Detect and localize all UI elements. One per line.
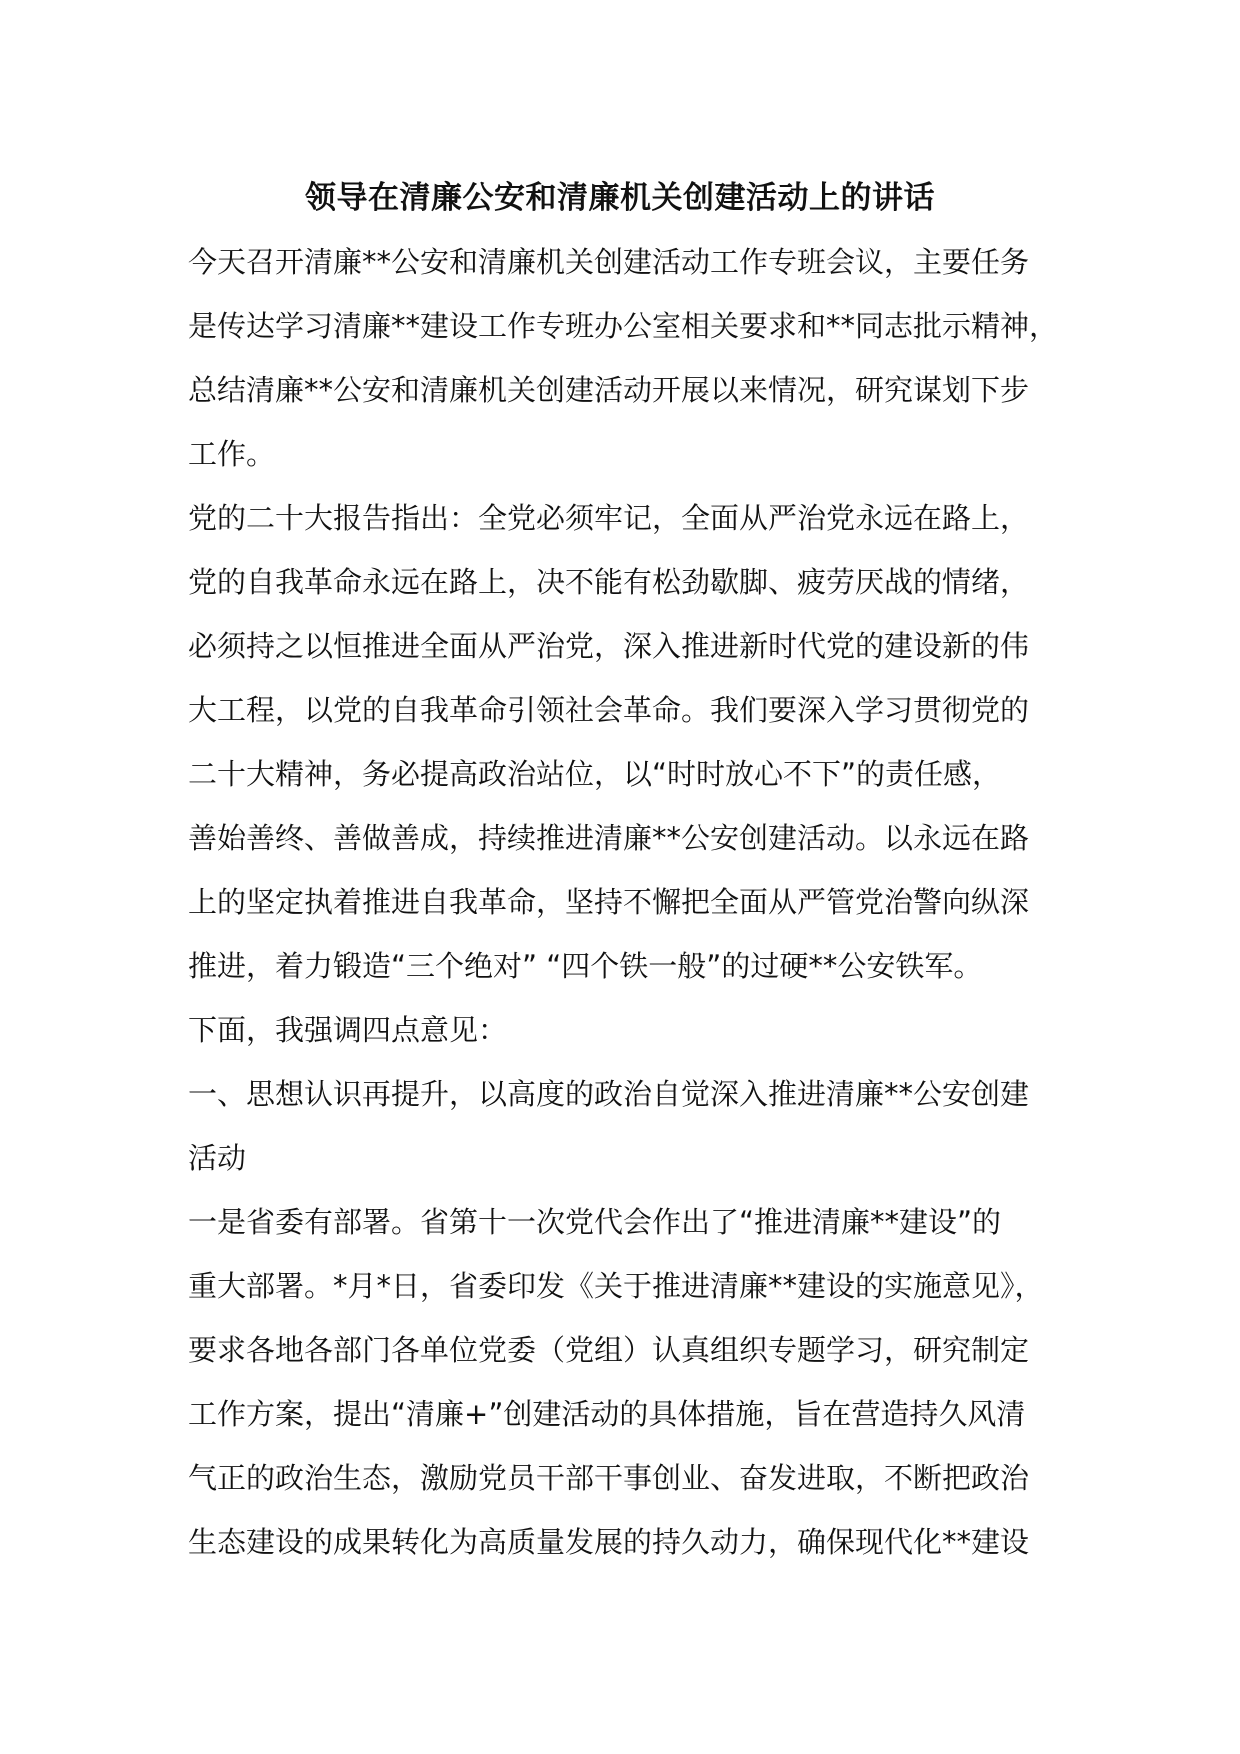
document-body [188, 240, 1068, 1584]
text-line: 生态建设的成果转化为高质量发展的持久动力，确保现代化**建设 [188, 1525, 1030, 1559]
text-line: 二十大精神，务必提高政治站位，以“时时放心不下”的责任感， [188, 757, 1002, 791]
text-line: 总结清廉**公安和清廉机关创建活动开展以来情况，研究谋划下步 [188, 373, 1030, 407]
text-line: 必须持之以恒推进全面从严治党，深入推进新时代党的建设新的伟 [188, 629, 1030, 663]
text-line: 工作。 [188, 437, 276, 471]
text-line: 今天召开清廉**公安和清廉机关创建活动工作专班会议，主要任务 [188, 245, 1030, 279]
text-line: 上的坚定执着推进自我革命，坚持不懈把全面从严管党治警向纵深 [188, 885, 1030, 919]
text-line: 是传达学习清廉**建设工作专班办公室相关要求和**同志批示精神， [188, 309, 1059, 343]
text-line: 重大部署。*月*日，省委印发《关于推进清廉**建设的实施意见》， [188, 1269, 1044, 1303]
text-line: 工作方案，提出“清廉+”创建活动的具体措施，旨在营造持久风清 [188, 1397, 1026, 1431]
document-title: 领导在清廉公安和清廉机关创建活动上的讲话 [305, 180, 935, 216]
text-line: 一是省委有部署。省第十一次党代会作出了“推进清廉**建设”的 [188, 1205, 1002, 1239]
text-line: 党的二十大报告指出：全党必须牢记，全面从严治党永远在路上， [188, 501, 1030, 535]
text-line: 大工程，以党的自我革命引领社会革命。我们要深入学习贯彻党的 [188, 693, 1030, 727]
section-heading-line: 活动 [188, 1141, 247, 1175]
text-line: 气正的政治生态，激励党员干部干事创业、奋发进取，不断把政治 [188, 1461, 1030, 1495]
text-line: 推进，着力锻造“三个绝对” “四个铁一般”的过硬**公安铁军。 [188, 949, 983, 983]
text-line: 善始善终、善做善成，持续推进清廉**公安创建活动。以永远在路 [188, 821, 1030, 855]
text-line: 党的自我革命永远在路上，决不能有松劲歇脚、疲劳厌战的情绪， [188, 565, 1030, 599]
section-heading-line: 一、思想认识再提升，以高度的政治自觉深入推进清廉**公安创建 [188, 1077, 1030, 1111]
text-line: 要求各地各部门各单位党委（党组）认真组织专题学习，研究制定 [188, 1333, 1030, 1367]
text-line: 下面，我强调四点意见： [188, 1013, 508, 1047]
